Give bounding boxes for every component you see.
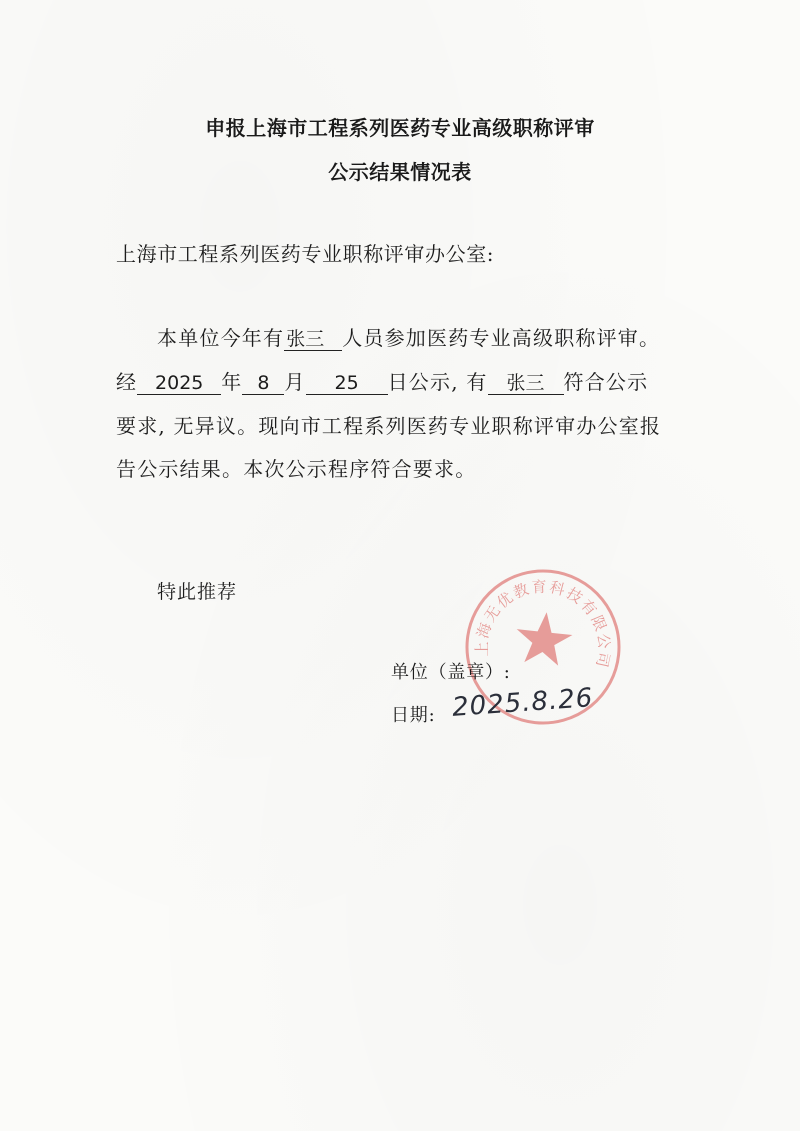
- month-unit: 月: [284, 370, 306, 394]
- day-field: 25: [306, 372, 388, 395]
- seal-star-icon: [513, 609, 574, 667]
- year-field: 2025: [137, 372, 221, 395]
- body-line-4: 告公示结果。本次公示程序符合要求。: [116, 457, 477, 481]
- p2-suffix: 符合公示: [563, 370, 649, 394]
- body-line-2: [116, 366, 648, 395]
- p2-mid: 日公示, 有: [387, 370, 488, 394]
- body-line-1: [157, 322, 660, 351]
- date-label: 日期:: [391, 705, 436, 726]
- year-unit: 年: [221, 370, 243, 394]
- person-name-field: 张三: [284, 328, 342, 351]
- qualified-person-field: 张三: [488, 372, 564, 395]
- unit-stamp-label: 单位（盖章）:: [391, 662, 511, 683]
- body-line-3: 要求, 无异议。现向市工程系列医药专业职称评审办公室报: [116, 414, 662, 438]
- p2-prefix: 经: [116, 370, 138, 394]
- document-title-line2: 公示结果情况表: [328, 160, 472, 184]
- seal-text: 上海无优教育科技有限公司: [472, 577, 614, 671]
- p1-suffix: 人员参加医药专业高级职称评审。: [342, 326, 661, 350]
- month-field: 8: [242, 372, 284, 395]
- handwritten-date: 2025.8.26: [451, 683, 595, 723]
- recommend-text: 特此推荐: [157, 581, 238, 603]
- document-title-line1: 申报上海市工程系列医药专业高级职称评审: [205, 116, 595, 140]
- addressee: 上海市工程系列医药专业职称评审办公室:: [116, 242, 495, 266]
- p1-prefix: 本单位今年有: [157, 326, 285, 350]
